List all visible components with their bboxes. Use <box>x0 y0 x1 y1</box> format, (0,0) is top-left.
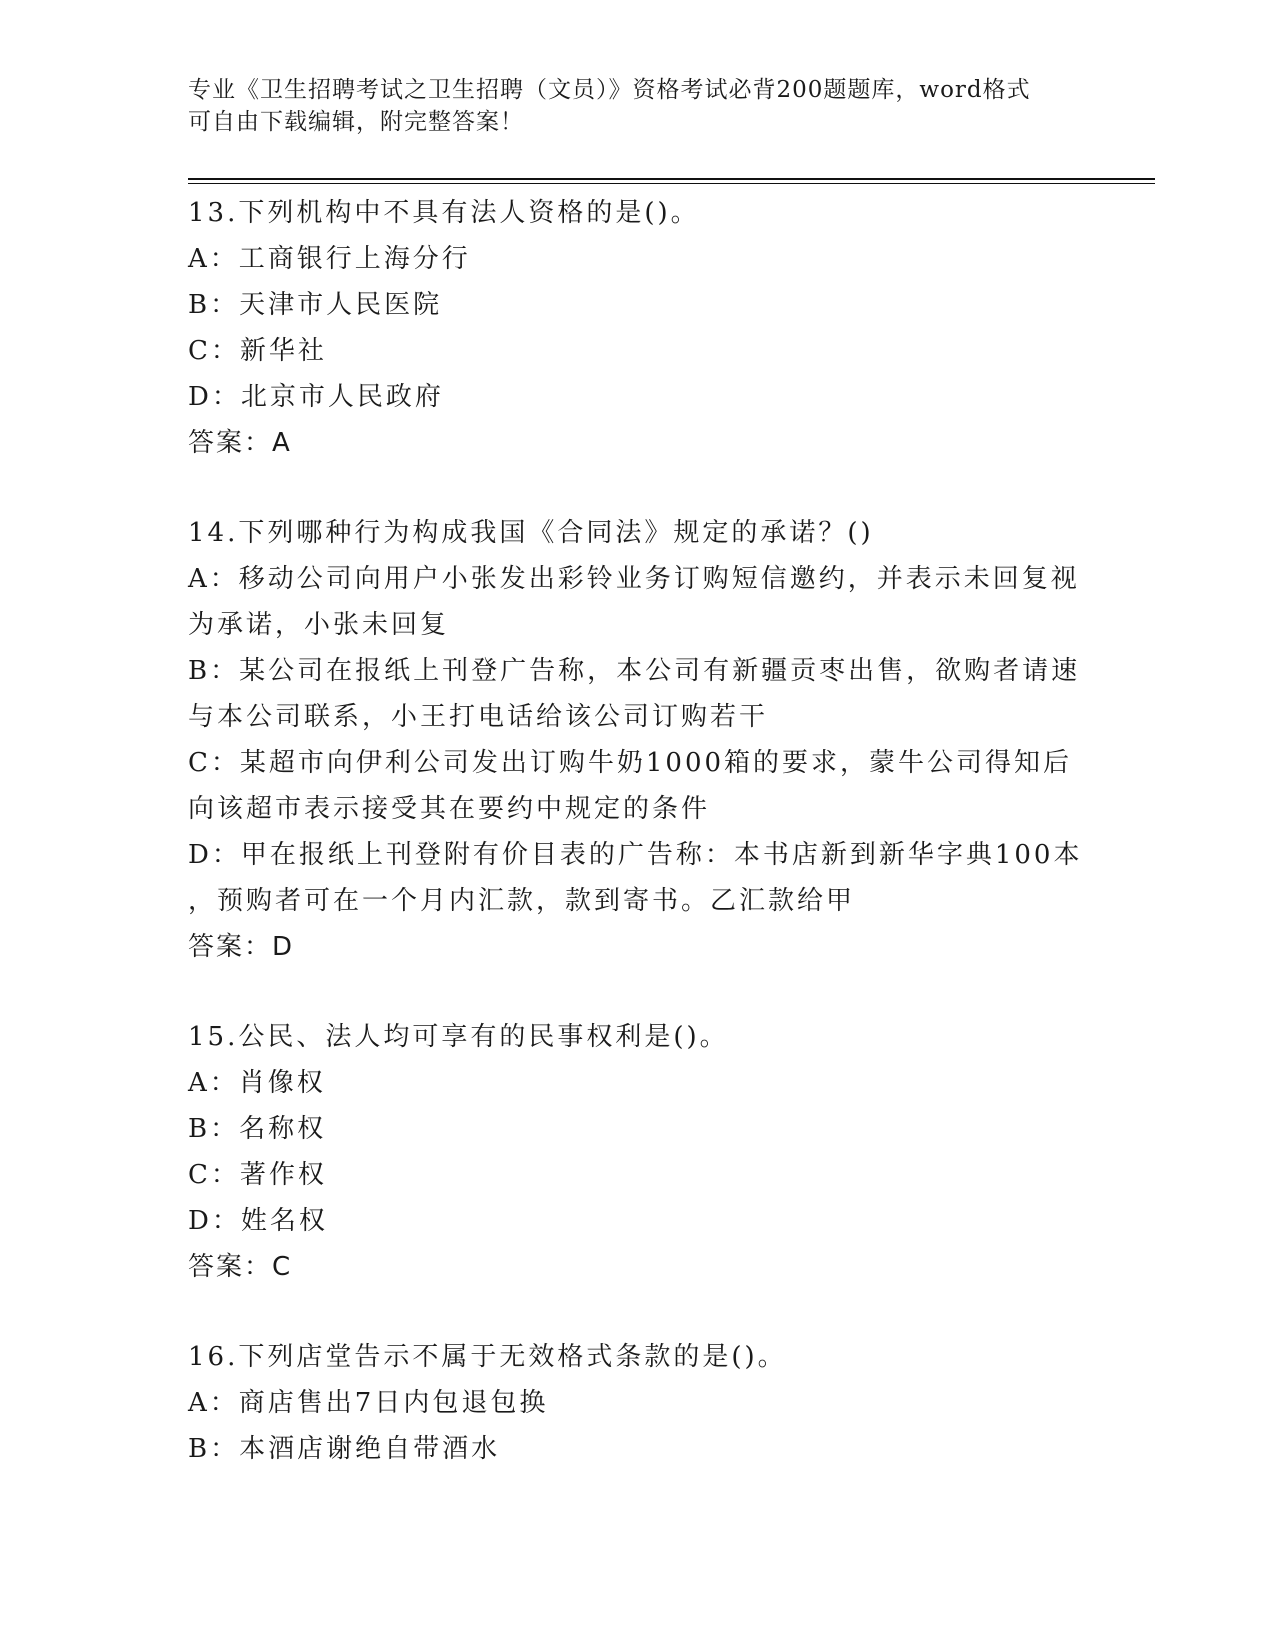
answer: 答案：A <box>188 428 292 458</box>
option-b: B：某公司在报纸上刊登广告称，本公司有新疆贡枣出售，欲购者请速 <box>188 656 1081 686</box>
header-divider-thick <box>188 178 1155 180</box>
answer: 答案：D <box>188 932 295 962</box>
header-divider-thin <box>188 183 1155 184</box>
question-stem: 16.下列店堂告示不属于无效格式条款的是()。 <box>188 1342 787 1372</box>
option-b: B：天津市人民医院 <box>188 290 443 320</box>
question-15 <box>188 1014 1088 1290</box>
question-16 <box>188 1334 1088 1472</box>
option-b-continued: 与本公司联系，小王打电话给该公司订购若干 <box>188 702 769 732</box>
option-b: B：名称权 <box>188 1114 327 1144</box>
option-c: C：某超市向伊利公司发出订购牛奶1000箱的要求，蒙牛公司得知后 <box>188 748 1073 778</box>
question-list <box>188 190 1088 1516</box>
option-a: A：移动公司向用户小张发出彩铃业务订购短信邀约，并表示未回复视 <box>188 564 1080 594</box>
option-d-continued: ，预购者可在一个月内汇款，款到寄书。乙汇款给甲 <box>188 886 856 916</box>
header-line-1: 专业《卫生招聘考试之卫生招聘（文员）》资格考试必背200题题库，word格式 <box>188 77 1031 103</box>
option-a: A：肖像权 <box>188 1068 326 1098</box>
option-c: C：新华社 <box>188 336 327 366</box>
question-14 <box>188 510 1088 970</box>
question-13 <box>188 190 1088 466</box>
option-d: D：北京市人民政府 <box>188 382 444 412</box>
option-b: B：本酒店谢绝自带酒水 <box>188 1434 501 1464</box>
document-header <box>188 74 1088 138</box>
header-line-2: 可自由下载编辑，附完整答案！ <box>188 109 524 135</box>
option-a-continued: 为承诺，小张未回复 <box>188 610 450 640</box>
option-d: D：姓名权 <box>188 1206 328 1236</box>
option-a: A：商店售出7日内包退包换 <box>188 1388 549 1418</box>
option-a: A：工商银行上海分行 <box>188 244 471 274</box>
option-c: C：著作权 <box>188 1160 327 1190</box>
question-stem: 13.下列机构中不具有法人资格的是()。 <box>188 198 700 228</box>
question-stem: 15.公民、法人均可享有的民事权利是()。 <box>188 1022 729 1052</box>
option-c-continued: 向该超市表示接受其在要约中规定的条件 <box>188 794 711 824</box>
answer: 答案：C <box>188 1252 293 1282</box>
option-d: D：甲在报纸上刊登附有价目表的广告称：本书店新到新华字典100本 <box>188 840 1083 870</box>
question-stem: 14.下列哪种行为构成我国《合同法》规定的承诺？() <box>188 518 874 548</box>
